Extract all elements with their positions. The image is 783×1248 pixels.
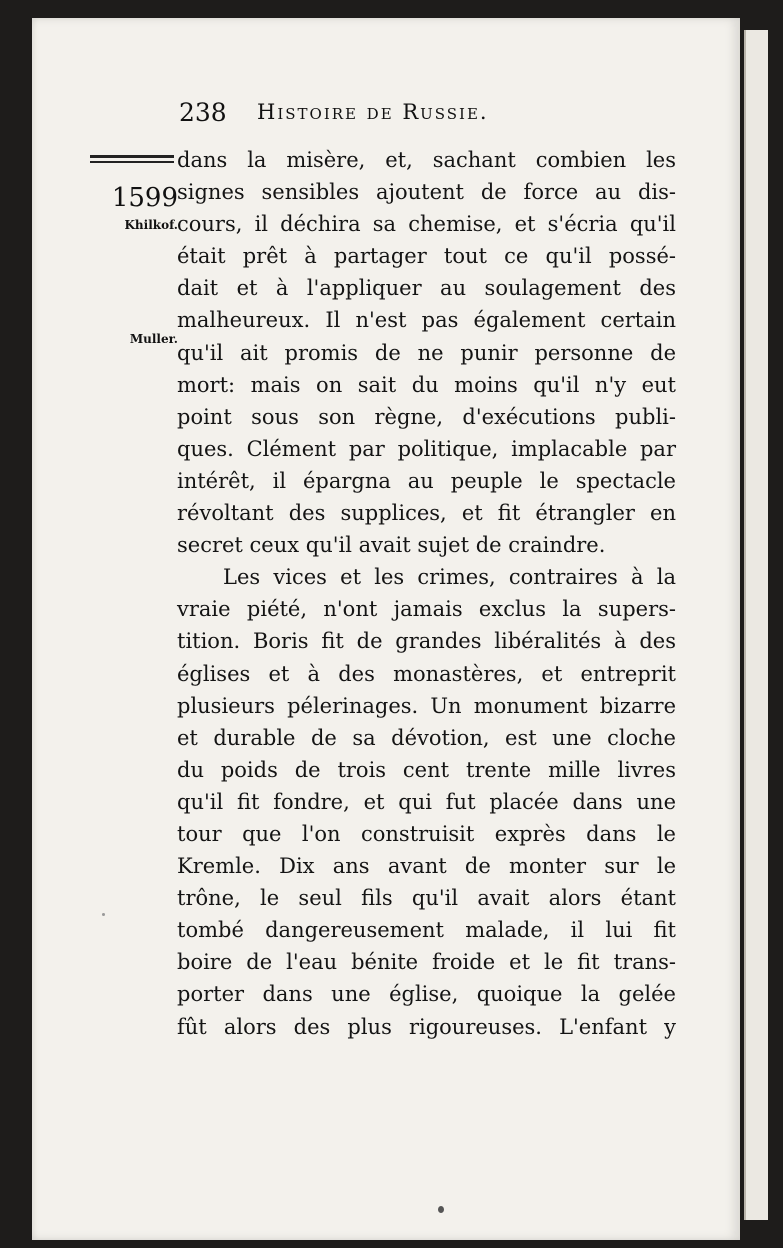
paragraph-first-line: Les vices et les crimes, contraires à la xyxy=(223,565,676,590)
text-line: du poids de trois cent trente mille livres xyxy=(177,757,676,782)
text-line: Kremle. Dix ans avant de monter sur le xyxy=(177,854,676,879)
text-line: intérêt, il épargna au peuple le spectacle xyxy=(177,468,676,493)
text-line: qu'il fit fondre, et qui fut placée dans une xyxy=(177,789,676,814)
text-line: fût alors des plus rigoureuses. L'enfant y xyxy=(177,1014,676,1039)
adjacent-page-edge xyxy=(744,30,768,1220)
text-line: dait et à l'appliquer au soulagement des xyxy=(177,276,676,301)
text-line: malheureux. Il n'est pas également certain xyxy=(177,308,676,333)
text-line: ques. Clément par politique, implacable par xyxy=(177,436,676,461)
text-line: porter dans une église, quoique la gelée xyxy=(177,982,676,1007)
ink-speck xyxy=(438,1206,444,1213)
text-line: tombé dangereusement malade, il lui fit xyxy=(177,918,676,943)
margin-rule xyxy=(90,155,174,158)
text-line: révoltant des supplices, et fit étrangler en xyxy=(177,501,676,526)
margin-rule-thin xyxy=(90,161,174,163)
text-line: églises et à des monastères, et entreprit xyxy=(177,661,676,686)
text-line: plusieurs pélerinages. Un monument bizarre xyxy=(177,693,676,718)
text-line: cours, il déchira sa chemise, et s'écria qu'il xyxy=(177,212,676,237)
text-line: était prêt à partager tout ce qu'il possé- xyxy=(177,244,676,269)
text-line: mort: mais on sait du moins qu'il n'y eut xyxy=(177,372,676,397)
text-line: et durable de sa dévotion, est une cloche xyxy=(177,725,676,750)
running-title: Histoire de Russie. xyxy=(257,100,489,124)
text-line: trône, le seul fils qu'il avait alors étant xyxy=(177,886,676,911)
page-number: 238 xyxy=(179,98,227,127)
body-text xyxy=(177,144,676,1043)
text-line: dans la misère, et, sachant combien les xyxy=(177,148,676,172)
margin-note-khilkof: Khilkof. xyxy=(124,218,178,232)
margin-year: 1599 xyxy=(111,183,178,213)
text-line: point sous son règne, d'exécutions publi- xyxy=(177,404,676,429)
text-line: boire de l'eau bénite froide et le fit trans- xyxy=(177,950,676,975)
page-header xyxy=(147,98,567,132)
margin-note-muller: Muller. xyxy=(129,332,178,346)
text-line: tition. Boris fit de grandes libéralités à des xyxy=(177,629,676,654)
text-line: qu'il ait promis de ne punir personne de xyxy=(177,340,676,365)
paragraph-end-line: secret ceux qu'il avait sujet de craindre. xyxy=(177,533,606,558)
text-line: signes sensibles ajoutent de force au dis- xyxy=(177,180,676,205)
text-line: vraie piété, n'ont jamais exclus la supers- xyxy=(177,597,676,622)
ink-speck-faint xyxy=(102,913,105,916)
text-line: tour que l'on construisit exprès dans le xyxy=(177,821,676,846)
